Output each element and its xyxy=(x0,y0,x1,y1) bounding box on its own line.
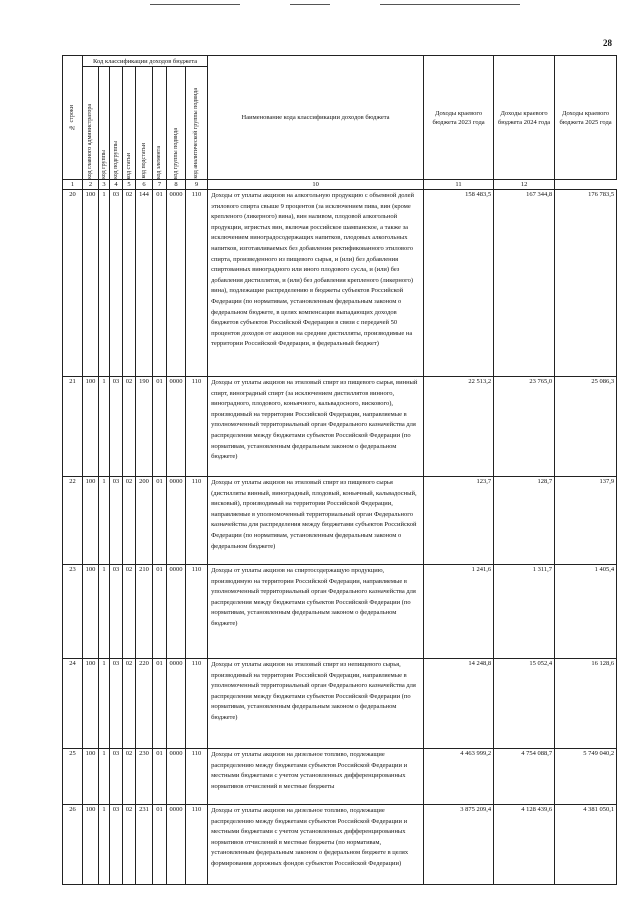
code-col-header xyxy=(110,67,123,180)
code-cell: 100 xyxy=(83,477,99,565)
revenue-sum-cell: 4 381 050,1 xyxy=(555,805,617,885)
code-cell: 0000 xyxy=(167,377,186,477)
code-cell: 03 xyxy=(110,805,123,885)
column-number: 1 xyxy=(63,180,83,190)
revenue-sum-cell: 128,7 xyxy=(494,477,555,565)
revenue-sum-cell: 4 128 439,6 xyxy=(494,805,555,885)
code-cell: 02 xyxy=(123,805,136,885)
row-number-cell: 21 xyxy=(63,377,83,477)
column-number: 6 xyxy=(136,180,153,190)
scan-artifact-line xyxy=(380,4,520,5)
code-cell: 01 xyxy=(153,749,167,805)
code-cell: 02 xyxy=(123,477,136,565)
code-cell: 110 xyxy=(186,377,208,477)
revenue-name-cell: Доходы от уплаты акцизов на дизельное топливо, подлежащие распределению между бюджетами субъектов Российской Федерации и местными бюджетами с учетом установленных дифференцированных нормативов отчислений в местные бюджеты xyxy=(208,749,424,805)
code-cell: 01 xyxy=(153,805,167,885)
table-row xyxy=(63,477,617,565)
code-cell: 02 xyxy=(123,377,136,477)
code-cell: 210 xyxy=(136,565,153,659)
code-cell: 0000 xyxy=(167,565,186,659)
code-cell: 100 xyxy=(83,805,99,885)
code-cell: 100 xyxy=(83,565,99,659)
row-number-cell: 23 xyxy=(63,565,83,659)
revenue-name-cell: Доходы от уплаты акцизов на этиловый спирт из пищевого сырья, винный спирт, виноградный спирт (за исключением дистиллятов винного, виноградного, плодового, коньячного, кальвадосного, вискового), производимый на территории Российской Федерации, направляемые в уполномоченный территориальный орган Федерального казначейства для распределения между бюджетами субъектов Российской Федерации (по нормативам, установленным федеральным законом о федеральном бюджете) xyxy=(208,377,424,477)
code-cell: 01 xyxy=(153,477,167,565)
column-number-row xyxy=(63,180,617,190)
revenue-sum-cell: 137,9 xyxy=(555,477,617,565)
table-row xyxy=(63,190,617,377)
code-col-header-text: код элемента xyxy=(156,145,162,179)
code-cell: 1 xyxy=(99,805,110,885)
code-cell: 200 xyxy=(136,477,153,565)
revenue-sum-cell: 4 463 999,2 xyxy=(424,749,494,805)
code-cell: 03 xyxy=(110,659,123,749)
row-number-header-text: № строки xyxy=(69,105,75,130)
column-number: 9 xyxy=(186,180,208,190)
name-header: Наименование кода классификации доходов бюджета xyxy=(208,56,424,180)
budget-revenue-table xyxy=(62,55,617,885)
row-number-cell: 20 xyxy=(63,190,83,377)
sum-2024-header: Доходы краевого бюджета 2024 года xyxy=(494,56,555,180)
code-cell: 0000 xyxy=(167,805,186,885)
code-cell: 1 xyxy=(99,749,110,805)
revenue-sum-cell: 23 765,0 xyxy=(494,377,555,477)
revenue-name-cell: Доходы от уплаты акцизов на этиловый спирт из непищевого сырья, производимый на территории Российской Федерации, направляемые в уполномоченный территориальный орган Федерального казначейства для распределения между бюджетами субъектов Российской Федерации (по нормативам, установленным федеральным законом о федеральном бюджете) xyxy=(208,659,424,749)
revenue-sum-cell: 22 513,2 xyxy=(424,377,494,477)
code-col-header xyxy=(136,67,153,180)
row-number-cell: 24 xyxy=(63,659,83,749)
code-cell: 1 xyxy=(99,190,110,377)
column-number: 7 xyxy=(153,180,167,190)
code-col-header-text: код аналитической группы подвида xyxy=(193,88,200,179)
code-cell: 144 xyxy=(136,190,153,377)
code-cell: 01 xyxy=(153,565,167,659)
revenue-sum-cell: 1 405,4 xyxy=(555,565,617,659)
revenue-name-cell: Доходы от уплаты акцизов на спиртосодержащую продукцию, производимую на территории Российской Федерации, направляемые в уполномоченный территориальный орган Федерального казначейства для распределения между бюджетами субъектов Российской Федерации (по нормативам, установленным федеральным законом о федеральном бюджете) xyxy=(208,565,424,659)
code-cell: 03 xyxy=(110,190,123,377)
revenue-sum-cell: 1 311,7 xyxy=(494,565,555,659)
code-cell: 110 xyxy=(186,805,208,885)
code-cell: 0000 xyxy=(167,190,186,377)
revenue-name-cell: Доходы от уплаты акцизов на алкогольную продукцию с объемной долей этилового спирта свыше 9 процентов (за исключением пива, вин (кроме крепленого (ликерного) вина), вин наливом, плодовой алкогольной продукции, игристых вин, включая российское шампанское, а также за исключением виноградосодержащих напитков, плодовых алкогольных напитков, изготавливаемых без добавления ректификованного этилового спирта, произведенного из пищевого сырья, и (или) без добавления спиртованных виноградного или иного плодового сусла, и (или) без добавления дистиллятов, и (или) без добавления крепленого (ликерного) вина), подлежащие распределению в бюджеты субъектов Российской Федерации (по нормативам, установленным федеральным законом о федеральном бюджете, в целях компенсации выпадающих доходов бюджетов субъектов Российской Федерации в связи с передачей 50 процентов доходов от акцизов на средние дистилляты, производимые на территории Российской Федерации, в федеральный бюджет) xyxy=(208,190,424,377)
code-col-header xyxy=(153,67,167,180)
code-cell: 01 xyxy=(153,659,167,749)
column-number: 8 xyxy=(167,180,186,190)
column-number: 4 xyxy=(110,180,123,190)
code-col-header xyxy=(83,67,99,180)
code-cell: 1 xyxy=(99,377,110,477)
revenue-sum-cell: 25 086,3 xyxy=(555,377,617,477)
code-group-header: Код классификации доходов бюджета xyxy=(83,56,208,67)
row-number-cell: 26 xyxy=(63,805,83,885)
code-col-header-text: код подгруппы xyxy=(112,141,119,179)
column-number: 11 xyxy=(424,180,494,190)
code-cell: 220 xyxy=(136,659,153,749)
code-cell: 100 xyxy=(83,190,99,377)
code-col-header xyxy=(99,67,110,180)
code-col-header-text: код группы xyxy=(100,150,107,179)
code-cell: 110 xyxy=(186,749,208,805)
scan-artifact-line xyxy=(150,4,240,5)
column-number: 5 xyxy=(123,180,136,190)
code-cell: 231 xyxy=(136,805,153,885)
revenue-sum-cell: 14 248,8 xyxy=(424,659,494,749)
column-number: 2 xyxy=(83,180,99,190)
code-col-header xyxy=(167,67,186,180)
code-cell: 02 xyxy=(123,659,136,749)
code-col-header xyxy=(186,67,208,180)
code-col-header-text: код статьи xyxy=(125,152,132,179)
revenue-sum-cell: 15 052,4 xyxy=(494,659,555,749)
code-cell: 110 xyxy=(186,659,208,749)
table-row xyxy=(63,749,617,805)
revenue-sum-cell: 158 483,5 xyxy=(424,190,494,377)
code-cell: 03 xyxy=(110,565,123,659)
code-col-header xyxy=(123,67,136,180)
scan-artifact-line xyxy=(290,4,330,5)
code-cell: 100 xyxy=(83,659,99,749)
revenue-sum-cell: 5 749 040,2 xyxy=(555,749,617,805)
sum-2023-header: Доходы краевого бюджета 2023 года xyxy=(424,56,494,180)
code-cell: 110 xyxy=(186,565,208,659)
code-cell: 0000 xyxy=(167,659,186,749)
code-cell: 1 xyxy=(99,659,110,749)
code-cell: 1 xyxy=(99,477,110,565)
sum-2025-header: Доходы краевого бюджета 2025 года xyxy=(555,56,617,180)
revenue-sum-cell: 123,7 xyxy=(424,477,494,565)
column-number: 10 xyxy=(208,180,424,190)
code-cell: 100 xyxy=(83,377,99,477)
code-cell: 02 xyxy=(123,190,136,377)
table-row xyxy=(63,659,617,749)
code-col-header-text: код главного администратора xyxy=(87,104,93,179)
row-number-cell: 25 xyxy=(63,749,83,805)
code-cell: 03 xyxy=(110,477,123,565)
revenue-name-cell: Доходы от уплаты акцизов на дизельное топливо, подлежащие распределению между бюджетами субъектов Российской Федерации и местными бюджетами с учетом установленных дифференцированных нормативов отчислений в местные бюджеты (по нормативам, установленным федеральным законом о федеральном бюджете в целях формирования дорожных фондов субъектов Российской Федерации) xyxy=(208,805,424,885)
code-cell: 01 xyxy=(153,377,167,477)
table-row xyxy=(63,565,617,659)
revenue-sum-cell: 4 754 088,7 xyxy=(494,749,555,805)
table-row xyxy=(63,805,617,885)
table-row xyxy=(63,377,617,477)
column-number: 12 xyxy=(494,180,555,190)
code-cell: 110 xyxy=(186,190,208,377)
revenue-sum-cell: 167 344,8 xyxy=(494,190,555,377)
column-number: 3 xyxy=(99,180,110,190)
revenue-sum-cell: 1 241,6 xyxy=(424,565,494,659)
code-cell: 110 xyxy=(186,477,208,565)
code-cell: 0000 xyxy=(167,477,186,565)
code-cell: 02 xyxy=(123,749,136,805)
page-number: 28 xyxy=(603,38,612,48)
code-cell: 0000 xyxy=(167,749,186,805)
code-cell: 01 xyxy=(153,190,167,377)
code-col-header-text: код группы подвида xyxy=(172,127,179,179)
code-col-header-text: код подстатьи xyxy=(140,143,147,179)
revenue-sum-cell: 16 128,6 xyxy=(555,659,617,749)
row-number-header xyxy=(63,56,83,180)
code-cell: 230 xyxy=(136,749,153,805)
code-cell: 190 xyxy=(136,377,153,477)
code-cell: 03 xyxy=(110,377,123,477)
code-cell: 100 xyxy=(83,749,99,805)
code-cell: 03 xyxy=(110,749,123,805)
revenue-sum-cell: 176 783,5 xyxy=(555,190,617,377)
row-number-cell: 22 xyxy=(63,477,83,565)
code-cell: 02 xyxy=(123,565,136,659)
code-cell: 1 xyxy=(99,565,110,659)
revenue-sum-cell: 3 875 209,4 xyxy=(424,805,494,885)
revenue-name-cell: Доходы от уплаты акцизов на этиловый спирт из пищевого сырья (дистилляты винный, виноградный, плодовый, коньячный, кальвадосный, висковый), производимый на территории Российской Федерации, направляемые в уполномоченный территориальный орган Федерального казначейства для распределения между бюджетами субъектов Российской Федерации (по нормативам, установленным федеральным законом о федеральном бюджете) xyxy=(208,477,424,565)
